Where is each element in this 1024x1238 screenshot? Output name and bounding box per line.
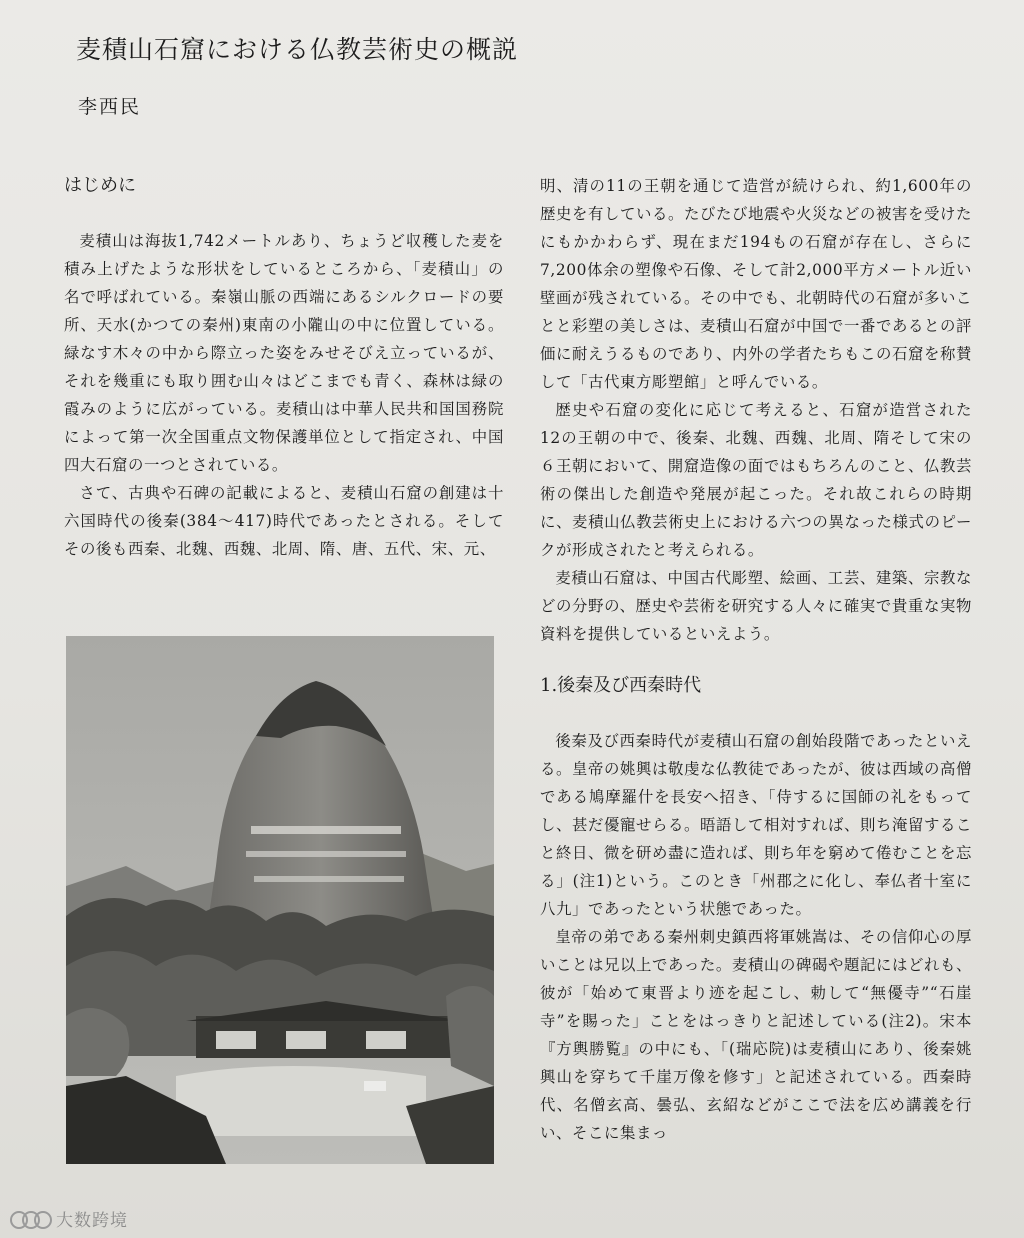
paragraph: さて、古典や石碑の記載によると、麦積山石窟の創建は十六国時代の後秦(384～417)時代であったとされる。そしてその後も西秦、北魏、西魏、北周、隋、唐、五代、宋、元、: [64, 484, 504, 558]
section-heading-1: 1.後秦及び西秦時代: [540, 675, 702, 696]
paragraph: 麦積山は海抜1,742メートルあり、ちょうど収穫した麦を積み上げたような形状をしているところから、「麦積山」の名で呼ばれている。秦嶺山脈の西端にあるシルクロードの要所、天水(かつての秦州)東南の小隴山の中に位置している。緑なす木々の中から際立った姿をみせそびえ立っているが、それを幾重にも取り囲む山々はどこまでも青く、森林は緑の霞みのように広がっている。麦積山は中華人民共和国国務院によって第一次全国重点文物保護単位として指定され、中国四大石窟の一つとされている。: [64, 232, 504, 474]
paragraph: 明、清の11の王朝を通じて造営が続けられ、約1,600年の歴史を有している。たびたび地震や火災などの被害を受けたにもかかわらず、現在まだ194もの石窟が存在し、さらに7,200体余の塑像や石像、そして計2,000平方メートル近い壁画が残されている。その中でも、北朝時代の石窟が多いことと彩塑の美しさは、麦積山石窟が中国で一番であるとの評価に耐えうるものであり、内外の学者たちもこの石窟を称賛して「古代東方彫塑館」と呼んでいる。: [540, 177, 972, 391]
author-name: 李西民: [78, 96, 142, 118]
section-heading-intro: はじめに: [64, 175, 136, 196]
article-title: 麦積山石窟における仏教芸術史の概説: [76, 35, 519, 64]
mountain-photo: [66, 636, 494, 1164]
paragraph: 麦積山石窟は、中国古代彫塑、絵画、工芸、建築、宗教などの分野の、歴史や芸術を研究する人々に確実で貴重な実物資料を提供しているといえよう。: [540, 569, 972, 643]
paragraph: 皇帝の弟である秦州刺史鎮西将軍姚嵩は、その信仰心の厚いことは兄以上であった。麦積山の碑碣や題記にはどれも、彼が「始めて東晋より迹を起こし、勅して“無優寺”“石崖寺”を賜った」ことをはっきりと記述している(注2)。宋本『方輿勝覧』の中にも、「(瑞応院)は麦積山にあり、後秦姚興山を穿ちて千崖万像を修す」と記述されている。西秦時代、名僧玄高、曇弘、玄紹などがここで法を広め講義を行い、そこに集まっ: [540, 928, 972, 1142]
watermark: [10, 1206, 128, 1231]
right-column: [540, 172, 972, 1147]
watermark-logo-icon: [10, 1208, 50, 1230]
paragraph: 後秦及び西秦時代が麦積山石窟の創始段階であったといえる。皇帝の姚興は敬虔な仏教徒であったが、彼は西域の高僧である鳩摩羅什を長安へ招き、「侍するに国師の礼をもってし、甚だ優寵せらる。晤語して相対すれば、則ち淹留すること終日、微を研め盡に造れば、則ち年を窮めて倦むことを忘る」(注1)という。このとき「州郡之に化し、奉仏者十室に八九」であったという状態であった。: [540, 732, 972, 918]
paragraph: 歴史や石窟の変化に応じて考えると、石窟が造営された12の王朝の中で、後秦、北魏、西魏、北周、隋そして宋の６王朝において、開窟造像の面ではもちろんのこと、仏教芸術の傑出した創造や発展が起こった。それ故これらの時期に、麦積山仏教芸術史上における六つの異なった様式のピークが形成されたと考えられる。: [540, 401, 972, 559]
watermark-text: 大数跨境: [56, 1211, 128, 1231]
left-column: [64, 172, 504, 563]
